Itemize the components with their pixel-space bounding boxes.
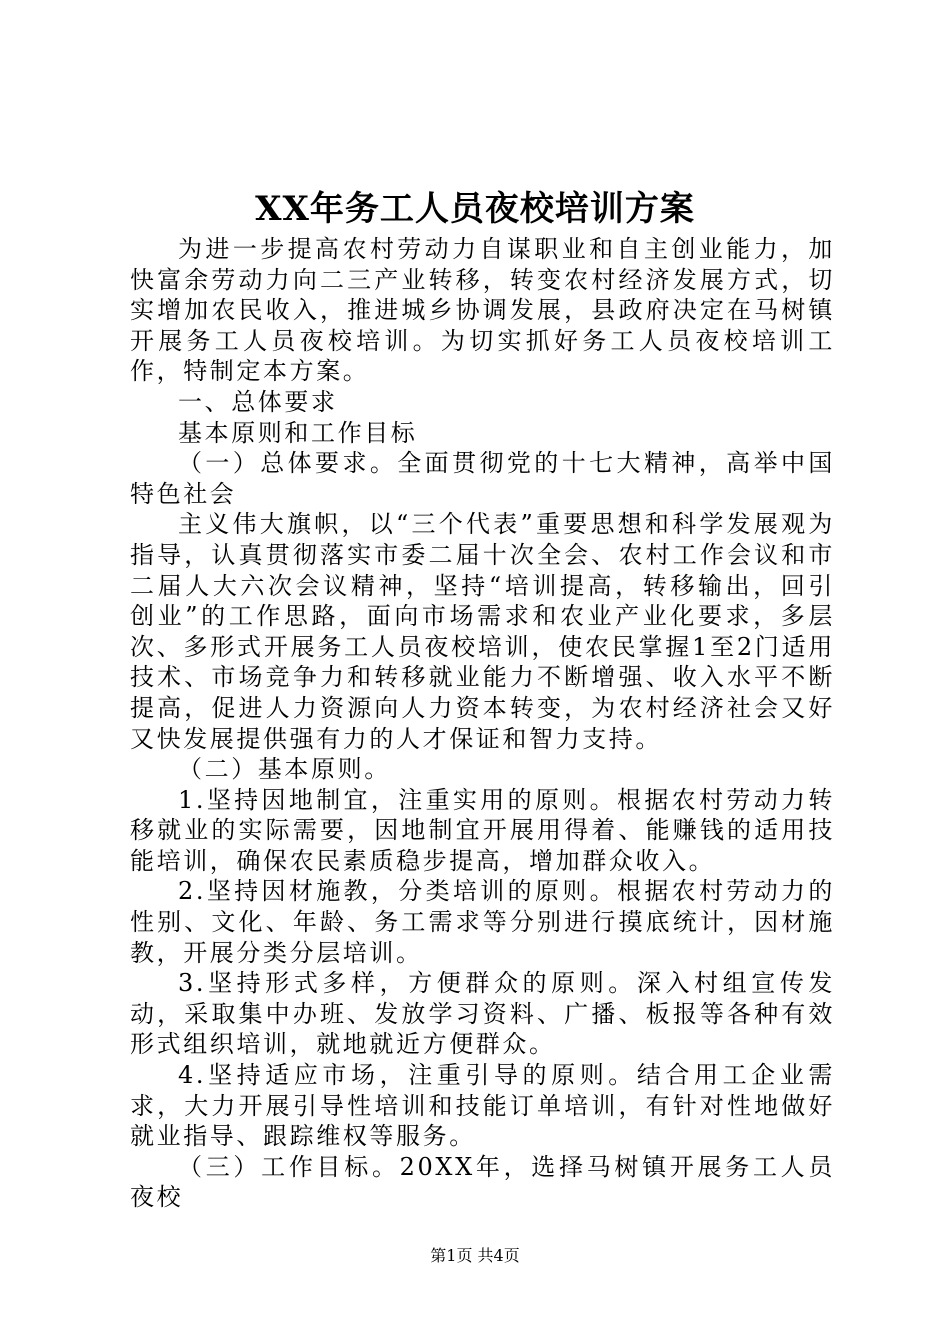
paragraph-principle-2: 2.坚持因材施教，分类培训的原则。根据农村劳动力的性别、文化、年龄、务工需求等分别进行摸底统计，因材施教，开展分类分层培训。 bbox=[130, 877, 835, 967]
paragraph-principle-1: 1.坚持因地制宜，注重实用的原则。根据农村劳动力转移就业的实际需要，因地制宜开展用得着、能赚钱的适用技能培训，确保农民素质稳步提高，增加群众收入。 bbox=[130, 785, 835, 875]
document-title: XX年务工人员夜校培训方案 bbox=[255, 189, 695, 229]
heading-principles-goals: 基本原则和工作目标 bbox=[178, 418, 418, 447]
paragraph-work-goals: （三）工作目标。20XX年，选择马树镇开展务工人员夜校 bbox=[130, 1152, 835, 1212]
heading-general-requirements: 一、总体要求 bbox=[178, 387, 338, 416]
page-footer: 第1页 共4页 bbox=[430, 1246, 520, 1265]
paragraph-guiding-ideology: 主义伟大旗帜，以“三个代表”重要思想和科学发展观为指导，认真贯彻落实市委二届十次全会、农村工作会议和市二届人大六次会议精神，坚持“培训提高，转移输出，回引创业”的工作思路，面向市场需求和农业产业化要求，多层次、多形式开展务工人员夜校培训，使农民掌握1至2门适用技术、市场竞争力和转移就业能力不断增强、收入水平不断提高，促进人力资源向人力资本转变，为农村经济社会又好又快发展提供强有力的人才保证和智力支持。 bbox=[130, 510, 835, 753]
paragraph-general-requirements: （一）总体要求。全面贯彻党的十七大精神，高举中国特色社会 bbox=[130, 449, 835, 508]
document-body bbox=[130, 234, 835, 1213]
paragraph-intro: 为进一步提高农村劳动力自谋职业和自主创业能力，加快富余劳动力向二三产业转移，转变农村经济发展方式，切实增加农民收入，推进城乡协调发展，县政府决定在马树镇开展务工人员夜校培训。为切实抓好务工人员夜校培训工作，特制定本方案。 bbox=[130, 235, 835, 386]
heading-basic-principles: （二）基本原则。 bbox=[178, 755, 391, 784]
paragraph-principle-3: 3.坚持形式多样，方便群众的原则。深入村组宣传发动，采取集中办班、发放学习资料、广播、板报等各种有效形式组织培训，就地就近方便群众。 bbox=[130, 969, 835, 1059]
paragraph-principle-4: 4.坚持适应市场，注重引导的原则。结合用工企业需求，大力开展引导性培训和技能订单培训，有针对性地做好就业指导、跟踪维权等服务。 bbox=[130, 1061, 835, 1151]
